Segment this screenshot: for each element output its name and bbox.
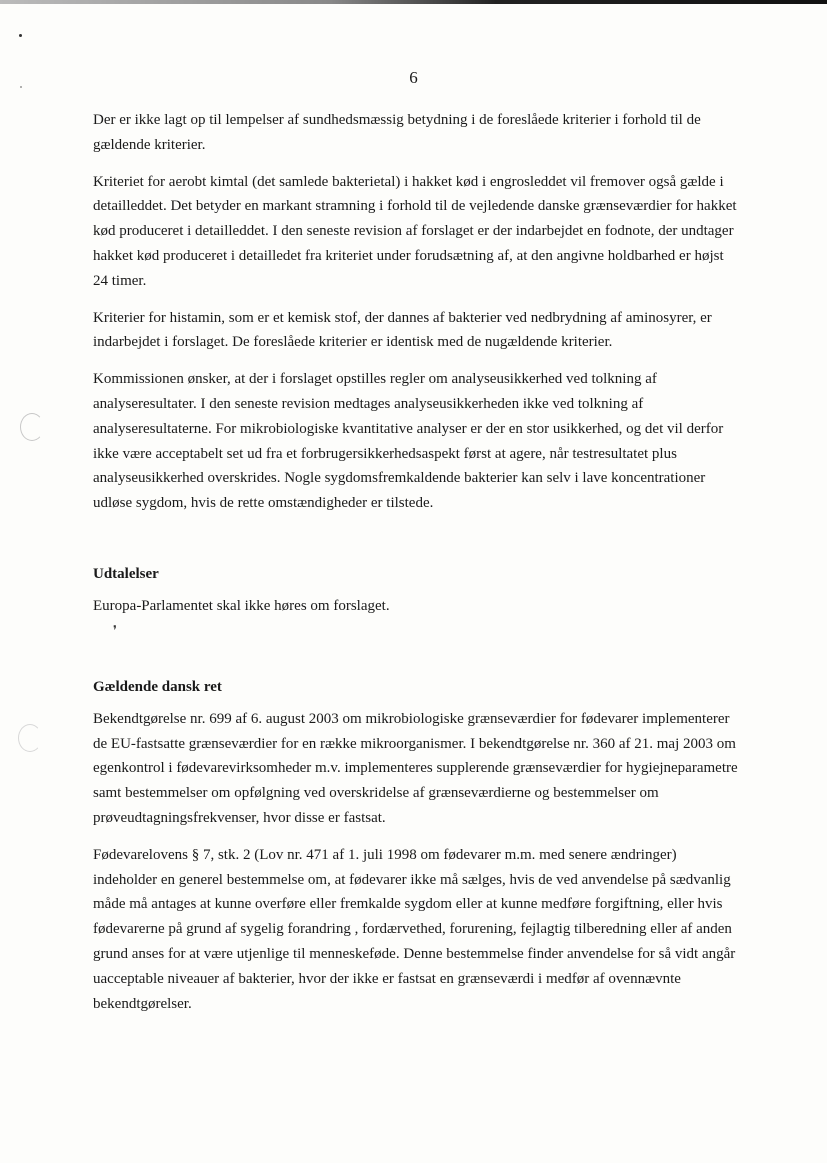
section-heading-gaeldende-dansk-ret: Gældende dansk ret xyxy=(93,678,222,695)
page-number: 6 xyxy=(409,68,418,87)
punch-hole-mark xyxy=(18,724,42,752)
paragraph: Fødevarelovens § 7, stk. 2 (Lov nr. 471 af 1. juli 1998 om fødevarer m.m. med senere ændringer) indeholder en generel bestemmelse om, at fødevarer ikke må sælges, hvis de ved anvendelse på sædvanlig måde må antages at kunne overføre eller fremkalde sygdom eller at kunne medføre forgiftning, eller hvis fødevarerne på grund af sygelig forandring , fordærvethed, forurening, fejlagtig tilberedning eller af anden grund anses for at være utjenlige til menneskeføde. Denne bestemmelse finder anvendelse for så vidt angår uacceptable niveauer af bakterier, hvor der ikke er fastsat en grænseværdi i medfør af ovennævnte bekendtgørelser. xyxy=(93,846,736,1012)
punch-hole-mark xyxy=(20,413,44,441)
paragraph: Bekendtgørelse nr. 699 af 6. august 2003 om mikrobiologiske grænseværdier for fødevarer implementerer de EU-fastsatte grænseværdier for en række mikroorganismer. I bekendtgørelse nr. 360 af 21. maj 2003 om egenkontrol i fødevarevirksomheder m.v. implementeres supplerende grænseværdier for hygiejneparametre samt bestemmelser om opfølgning ved overskridelse af grænseværdierne og bestemmelser om prøveudtagningsfrekvenser, hvor disse er fastsat. xyxy=(93,710,738,826)
document-body xyxy=(93,108,738,1028)
paragraph: Kommissionen ønsker, at der i forslaget opstilles regler om analyseusikkerhed ved tolkning af analyseresultater. I den seneste revision medtages analyseusikkerheden ikke ved tolkning af analyseresultaterne. For mikrobiologiske kvantitative analyser er der en stor usikkerhed, og det vil derfor ikke være acceptabelt set ud fra et forbrugersikkerhedsaspekt først at agere, når testresultatet plus analyseusikkerhed overskrides. Nogle sygdomsfremkaldende bakterier kan selv i lave koncentrationer udløse sygdom, hvis de rette omstændigheder er tilstede. xyxy=(93,371,724,512)
paragraph: Kriteriet for aerobt kimtal (det samlede bakterietal) i hakket kød i engrosleddet vil fremover også gælde i detailleddet. Det betyder en markant stramning i forhold til de vejledende danske grænseværdier for hakket kød produceret i detailleddet. I den seneste revision af forslaget er der indarbejdet en fodnote, der undtager hakket kød produceret i detailledet fra kriteriet under forudsætning af, at den angivne holdbarhed er højst 24 timer. xyxy=(93,173,737,289)
paragraph: Kriterier for histamin, som er et kemisk stof, der dannes af bakterier ved nedbrydning af aminosyrer, er indarbejdet i forslaget. De foreslåede kriterier er identisk med de nugældende kriterier. xyxy=(93,309,712,351)
paragraph: Der er ikke lagt op til lempelser af sundhedsmæssig betydning i de foreslåede kriterier i forhold til de gældende kriterier. xyxy=(93,112,701,153)
section-heading-udtalelser: Udtalelser xyxy=(93,565,159,582)
paragraph: Europa-Parlamentet skal ikke høres om forslaget. xyxy=(93,597,390,614)
scan-top-edge xyxy=(0,0,827,4)
scan-pen-mark: ❜ xyxy=(113,622,117,637)
scan-speck xyxy=(19,34,22,37)
